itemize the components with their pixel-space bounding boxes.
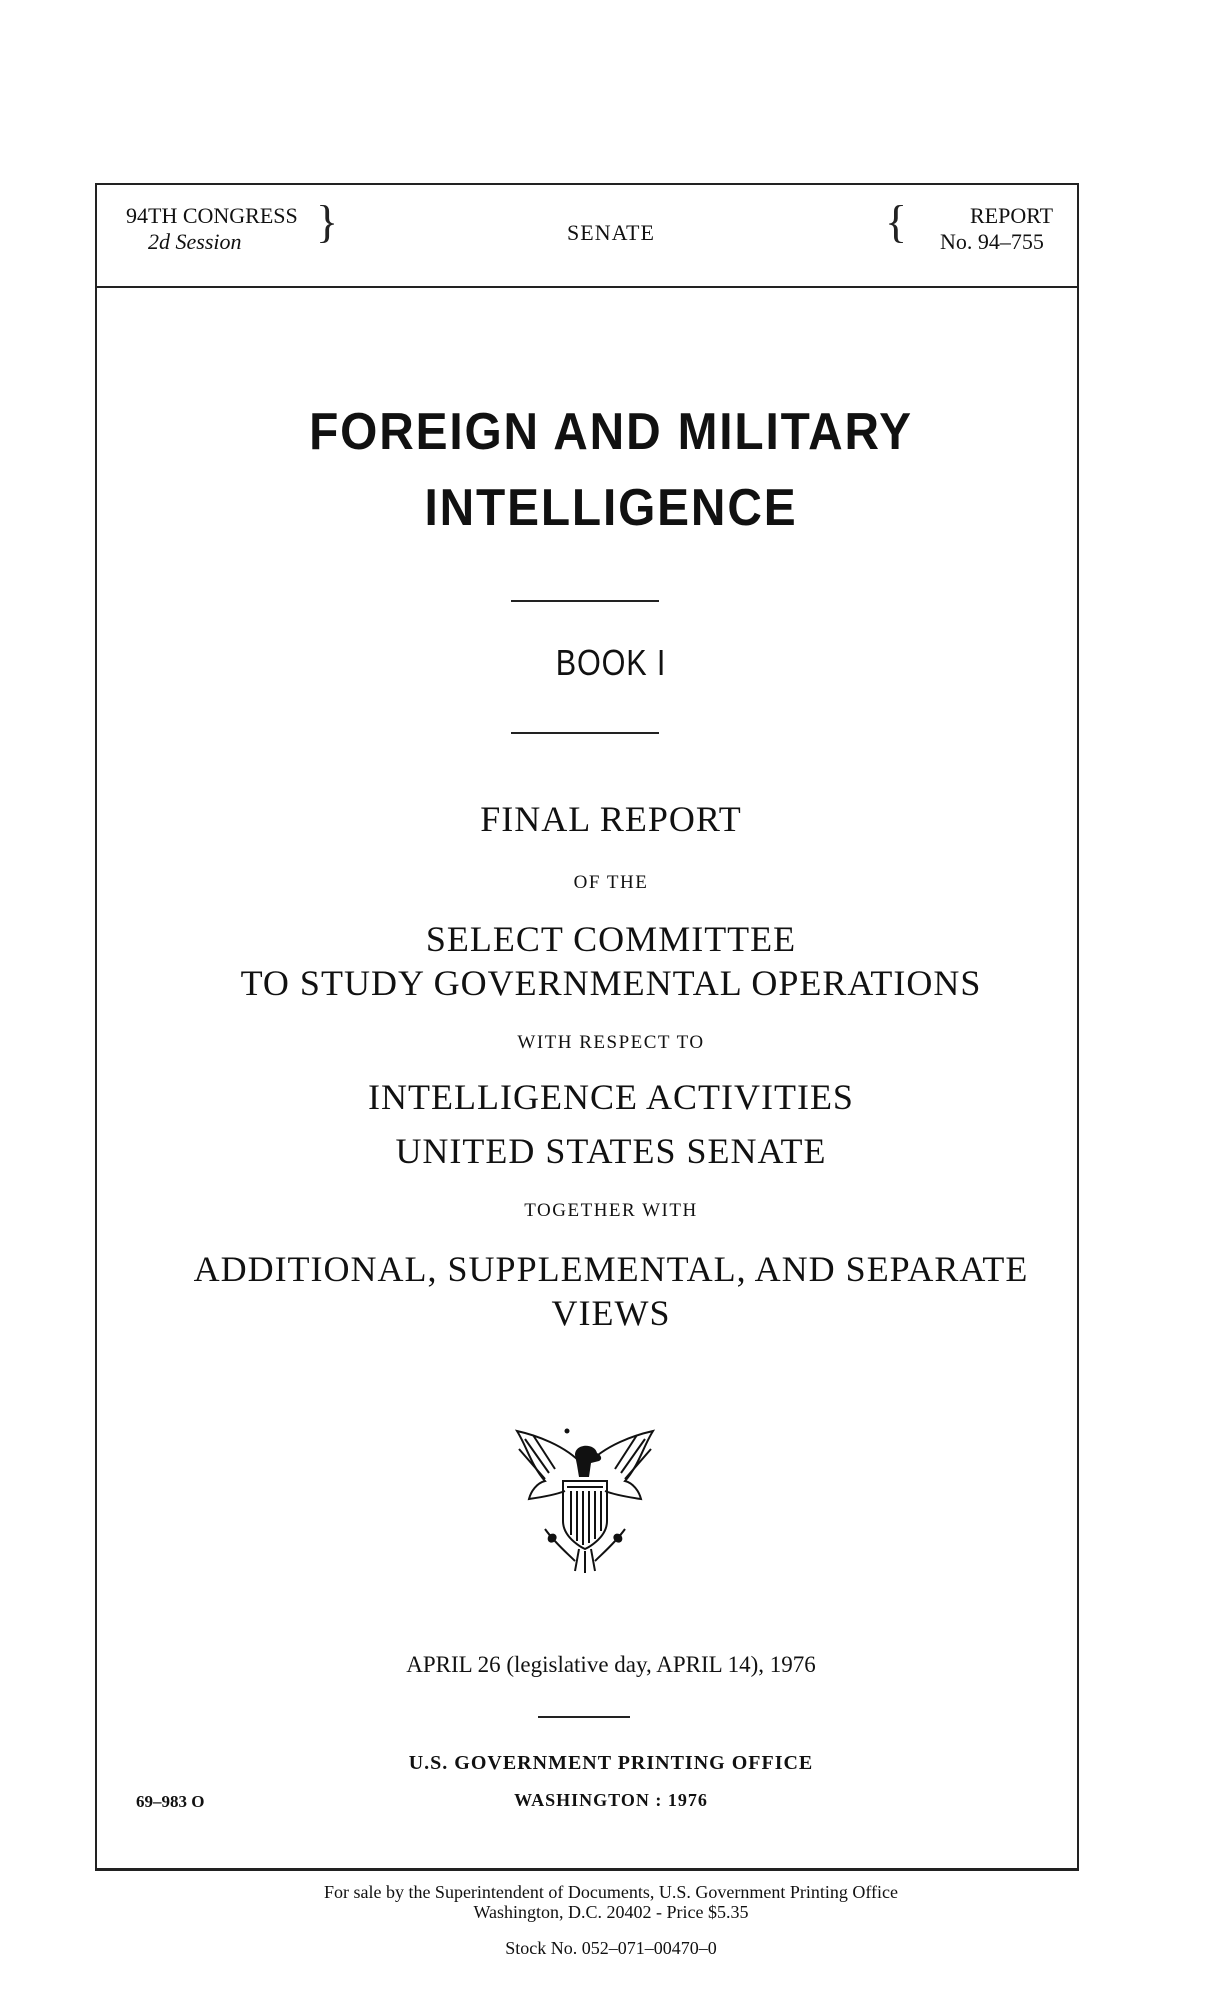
session-label: 2d Session	[148, 229, 242, 254]
report-number-block	[940, 203, 1053, 255]
title-line-1: FOREIGN AND MILITARY	[309, 403, 913, 461]
left-brace-icon: {	[885, 196, 908, 247]
report-label: REPORT	[970, 203, 1054, 228]
rule-above-book	[511, 600, 659, 602]
chamber-label: SENATE	[567, 220, 655, 245]
printing-office: U.S. GOVERNMENT PRINTING OFFICE	[408, 1752, 814, 1774]
report-date: APRIL 26 (legislative day, APRIL 14), 1976	[406, 1652, 816, 1677]
printing-place: WASHINGTON : 1976	[514, 1790, 708, 1810]
congress-label: 94TH CONGRESS	[126, 203, 298, 228]
rule-above-printer	[538, 1716, 630, 1718]
book-number: BOOK I	[555, 642, 667, 683]
rule-below-book	[511, 732, 659, 734]
additional-views-heading: ADDITIONAL, SUPPLEMENTAL, AND SEPARATE	[193, 1249, 1029, 1289]
eagle-seal-icon	[505, 1425, 665, 1575]
to-study-heading: TO STUDY GOVERNMENTAL OPERATIONS	[240, 963, 982, 1003]
final-report-heading: FINAL REPORT	[480, 799, 742, 839]
report-number: No. 94–755	[940, 229, 1044, 254]
sale-line-1: For sale by the Superintendent of Documents, U.S. Government Printing Office	[323, 1882, 899, 1902]
right-brace-icon: }	[316, 196, 339, 247]
views-heading: VIEWS	[551, 1293, 671, 1333]
with-respect-to-text: WITH RESPECT TO	[517, 1032, 705, 1053]
intelligence-activities-heading: INTELLIGENCE ACTIVITIES	[368, 1077, 854, 1117]
select-committee-heading: SELECT COMMITTEE	[425, 919, 797, 959]
header-rule	[97, 286, 1077, 288]
job-number: 69–983 O	[136, 1792, 205, 1811]
united-states-senate-heading: UNITED STATES SENATE	[395, 1131, 827, 1171]
together-with-text: TOGETHER WITH	[524, 1200, 698, 1221]
stock-number: Stock No. 052–071–00470–0	[505, 1938, 717, 1958]
sale-line-2: Washington, D.C. 20402 - Price $5.35	[473, 1902, 749, 1922]
of-the-text: OF THE	[573, 872, 649, 893]
title-line-2: INTELLIGENCE	[424, 479, 798, 537]
